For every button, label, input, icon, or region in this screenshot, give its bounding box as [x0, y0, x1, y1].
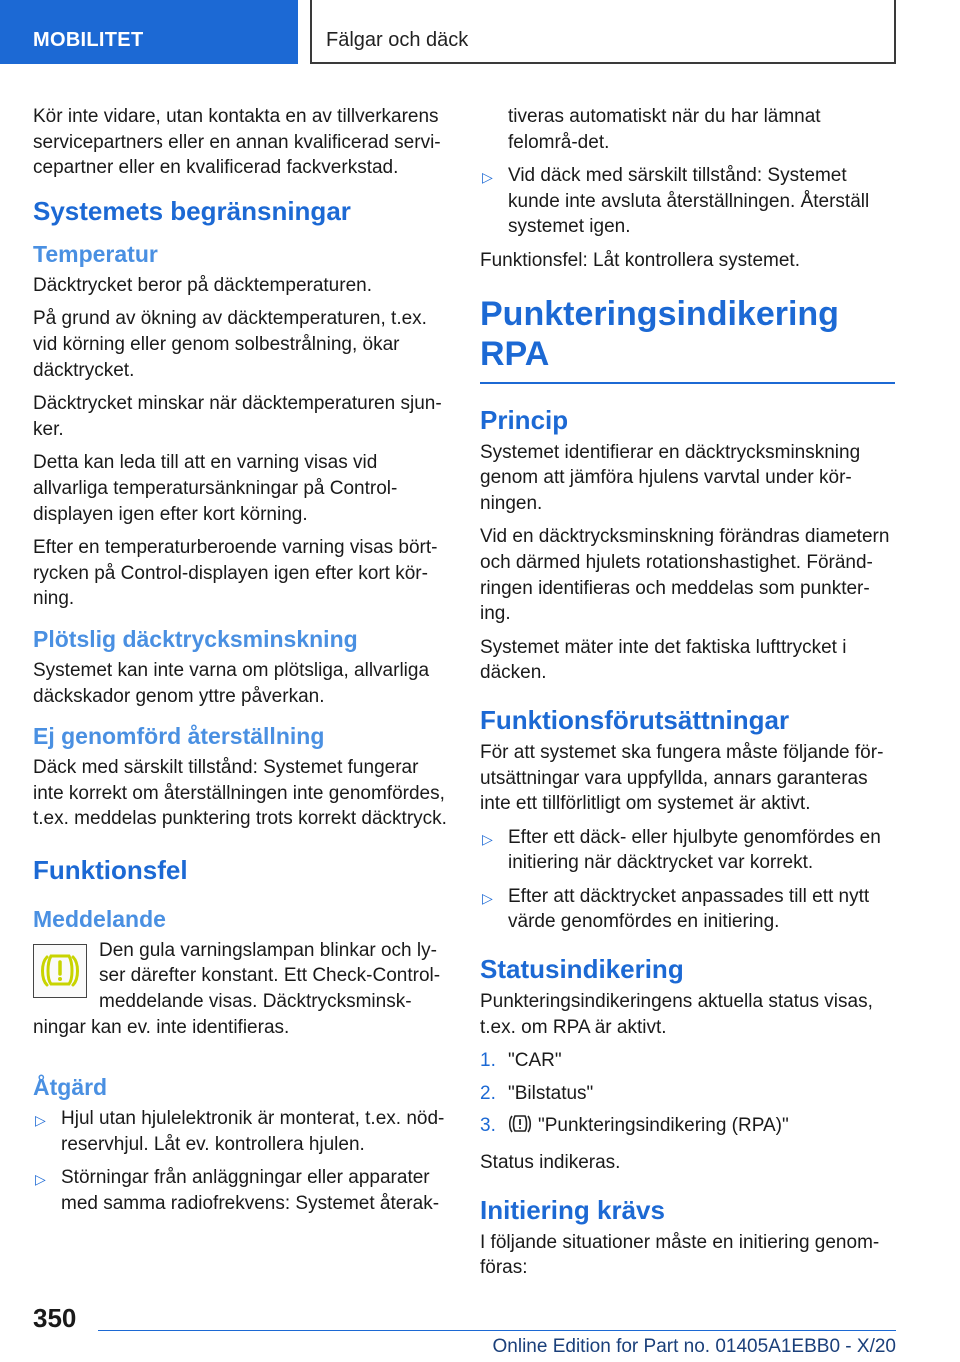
paragraph: Efter en temperaturberoende varning visas bört-rycken på Control-displayen igen efter kort kör-ning. — [33, 537, 438, 610]
heading-malfunction: Funktionsfel — [33, 854, 188, 885]
list-item: ▷ Efter att däcktrycket anpassades till ett nytt värde genomfördes en initiering. — [482, 885, 870, 933]
paragraph: Status indikeras. — [480, 1152, 621, 1174]
list-item: 1. "CAR" — [480, 1050, 562, 1072]
heading-initialization: Initiering krävs — [480, 1194, 665, 1225]
paragraph: Däck med särskilt tillstånd: Systemet fungerar inte korrekt om återställningen inte genomfördes, t.ex. meddelas punktering trots korrekt däcktryck. — [33, 757, 447, 830]
intro-paragraph: Kör inte vidare, utan kontakta en av tillverkarens servicepartners eller en annan kvalificerad servi-cepartner eller en kvalificerad fackverkstad. — [33, 106, 441, 179]
triangle-right-icon: ▷ — [35, 1112, 46, 1129]
list-item: ▷ Hjul utan hjulelektronik är monterat, t.ex. nöd-reservhjul. Låt ev. kontrollera hjulen. — [35, 1108, 445, 1155]
tire-pressure-warning-icon — [33, 944, 87, 998]
action-list — [33, 1106, 448, 1216]
paragraph: Systemet mäter inte det faktiska lufttrycket i däcken. — [480, 636, 847, 684]
paragraph: Funktionsfel: Låt kontrollera systemet. — [480, 249, 800, 271]
heading-principle: Princip — [480, 404, 569, 435]
chapter-title: Fälgar och däck — [310, 0, 896, 64]
section-tab: MOBILITET — [0, 0, 298, 64]
paragraph: Den gula varningslampan blinkar och ly-ser därefter konstant. Ett Check-Control-meddelande visas. Däcktrycksminsk-ningar kan ev. inte identifieras. — [33, 939, 441, 1038]
paragraph: Däcktrycket minskar när däcktemperaturen sjun-ker. — [33, 393, 442, 440]
paragraph: För att systemet ska fungera måste följande för-utsättningar vara uppfyllda, annars garanteras inte ett tillförlitligt om systemet är aktivt. — [480, 741, 884, 815]
heading-status: Statusindikering — [480, 954, 684, 985]
heading-prerequisites: Funktionsförutsättningar — [480, 704, 790, 735]
heading-rpa: Punkteringsindikering RPA — [480, 294, 895, 384]
triangle-right-icon: ▷ — [482, 169, 493, 186]
steps-list — [480, 1048, 895, 1142]
heading-action: Åtgärd — [33, 1074, 108, 1101]
list-item: 3. "Punkteringsindikering (RPA)" — [480, 1113, 895, 1142]
footer-edition: Online Edition for Part no. 01405A1EBB0 - X/20 — [492, 1336, 896, 1357]
page-number: 350 — [33, 1303, 77, 1333]
list-item: ▷ Vid däck med särskilt tillstånd: Systemet kunde inte avsluta återställningen. Återställ systemet igen. — [482, 165, 870, 238]
paragraph: Däcktrycket beror på däcktemperaturen. — [33, 274, 372, 296]
paragraph: Detta kan leda till att en varning visas vid allvarliga temperatursänkningar på Control-displayen igen efter kort körning. — [33, 452, 398, 525]
paragraph: Punkteringsindikeringens aktuella status visas, t.ex. om RPA är aktivt. — [480, 991, 873, 1038]
list-item: ▷ Efter ett däck- eller hjulbyte genomfördes en initiering när däcktrycket var korrekt. — [482, 826, 881, 874]
paragraph: I följande situationer måste en initiering genom-föras: — [480, 1231, 880, 1279]
triangle-right-icon: ▷ — [482, 889, 493, 906]
list-item: ▷ Störningar från anläggningar eller apparater med samma radiofrekvens: Systemet återak- — [35, 1167, 440, 1215]
left-column — [33, 104, 448, 1225]
heading-reset-not-done: Ej genomförd återställning — [33, 723, 325, 750]
triangle-right-icon: ▷ — [482, 830, 493, 847]
heading-message: Meddelande — [33, 905, 166, 932]
paragraph: Systemet kan inte varna om plötsliga, allvarliga däckskador genom yttre påverkan. — [33, 659, 430, 707]
paragraph: Vid en däcktrycksminskning förändras diametern och därmed hjulets rotationshastighet. Föränd-ringen identifieras och meddelas som punkter-ing. — [480, 526, 890, 625]
right-column — [480, 104, 895, 1289]
heading-temperature: Temperatur — [33, 240, 158, 267]
footer-divider — [98, 1330, 896, 1331]
paragraph: Systemet identifierar en däcktrycksminskning genom att jämföra hjulens varvtal under kör-ningen. — [480, 441, 861, 514]
paragraph: På grund av ökning av däcktemperaturen, t.ex. vid körning eller genom solbestrålning, ökar däcktrycket. — [33, 308, 427, 381]
action-list-continued — [480, 104, 895, 240]
list-item: tiveras automatiskt när du har lämnat felområ-det. — [508, 106, 821, 153]
heading-sudden-loss: Plötslig däcktrycksminskning — [33, 625, 358, 652]
triangle-right-icon: ▷ — [35, 1171, 46, 1188]
list-item: 2. "Bilstatus" — [480, 1082, 594, 1104]
tire-pressure-icon — [508, 1114, 532, 1142]
prereq-list — [480, 825, 895, 935]
heading-limits: Systemets begränsningar — [33, 195, 351, 226]
